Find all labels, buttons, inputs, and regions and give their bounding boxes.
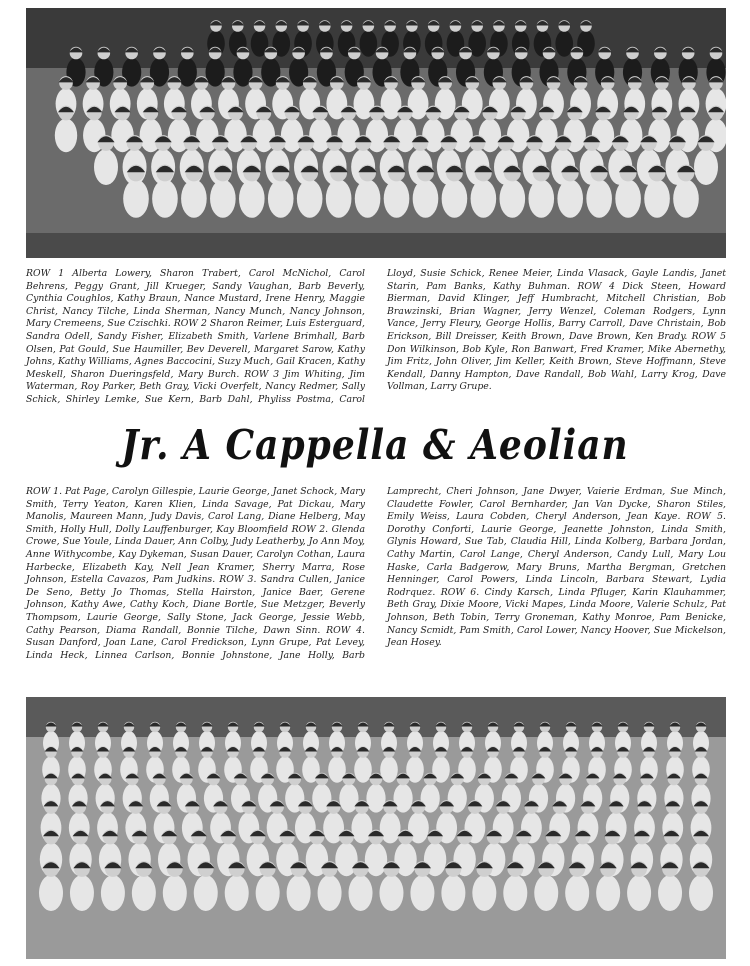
choir-group-photo-top: [26, 8, 726, 258]
caption-top-names: ROW 1 Alberta Lowery, Sharon Trabert, Carol McNichol, Carol Behrens, Peggy Grant, Jill Krueger, Sandy Vaughan, Barb Beverly, Cynthia Coughlos, Kathy Braun, Nance Mustard, Irene Henry, Maggie Christ, Nancy Tilche, Linda Sherman, Nancy Munch, Nancy Johnson, Mary Cremeens, Sue Czischki. ROW 2 Sharon Reimer, Luis Esterguard, Sandra Odell, Sandy Fisher, Elizabeth Smith, Varlene Brimhall, Barb Olsen, Pat Gould, Sue Haumiller, Bev Deverell, Margaret Sarow, Kathy Johns, Kathy Williams, Agnes Baccocini, Suzy Much, Gail Kracen, Kathy Meskell, Sharon Dueringsfeld, Mary Burch. ROW 3 Jim Whiting, Jim Waterman, Roy Parker, Beth Gray, Vicki Overfelt, Nancy Redmer, Sally Schick, Shirley Lemke, Sue Kern, Barb Dahl, Phyliss Postma, Carol Lloyd, Susie Schick, Renee Meier, Linda Vlasack, Gayle Landis, Janet Starin, Pam Banks, Kathy Buhman. ROW 4 Dick Steen, Howard Bierman, David Klinger, Jeff Humbracht, Mitchell Christian, Bob Brawzinski, Brian Wagner, Jerry Wenzel, Coleman Rodgers, Lynn Vance, Jerry Fleury, George Hollis, Barry Carroll, Dave Christain, Bob Erickson, Bill Dreisser, Keith Brown, Dave Brown, Ken Brady. ROW 5 Don Wilkinson, Bob Kyle, Ron Banwart, Fred Kramer, Mike Abernethy, Jim Fritz, John Oliver, Jim Keller, Keith Brown, Steve Hoffmann, Steve Kendall, Danny Hampton, Dave Randall, Bob Wahl, Larry Krog, Dave Vollman, Larry Grupe.: [26, 268, 726, 405]
choir-group-photo-bottom: [26, 697, 726, 959]
caption-bottom-names: ROW 1. Pat Page, Carolyn Gillespie, Laurie George, Janet Schock, Mary Smith, Terry Yeaton, Karen Klien, Linda Savage, Pat Dickau, Mary Manolis, Maureen Mann, Judy Davis, Carol Lang, Diane Helberg, May Smith, Holly Hull, Dolly Lauffenburger, Kay Bloomfield ROW 2. Glenda Crowe, Sue Youle, Linda Dauer, Ann Colby, Judy Leatherby, Jo Ann Moy, Anne Withycombe, Kay Dykeman, Susan Dauer, Carolyn Cothan, Laura Harbecke, Elizabeth Kay, Nell Jean Kramer, Sherry Marra, Rose Johnson, Estella Cavazos, Pam Judkins. ROW 3. Sandra Cullen, Janice De Seno, Betty Jo Thomas, Stella Hairston, Janice Baer, Gerene Johnson, Kathy Awe, Cathy Koch, Diane Bortle, Sue Metzger, Beverly Thompsom, Laurie George, Sally Stone, Jack George, Jessie Webb, Cathy Pearson, Diama Randall, Bonnie Tilche, Dawn Sinn. ROW 4. Susan Danford, Joan Lane, Carol Fredickson, Lynn Grupe, Pat Levey, Linda Heck, Linnea Carlson, Bonnie Johnstone, Jane Holly, Barb Lamprecht, Cheri Johnson, Jane Dwyer, Vaierie Erdman, Sue Minch, Claudette Fowler, Carol Bernharder, Jan Van Dycke, Sharon Stiles, Emily Weiss, Laura Cobden, Cheryl Anderson, Jean Kaye. ROW 5. Dorothy Conforti, Laurie George, Jeanette Johnston, Linda Smith, Glynis Howard, Sue Tab, Claudia Hill, Linda Kolberg, Barbara Jordan, Cathy Martin, Carol Lange, Cheryl Anderson, Candy Lull, Mary Lou Haske, Carla Badgerow, Mary Bruns, Martha Bergman, Gretchen Henninger, Carol Powers, Linda Lincoln, Barbara Stewart, Lydia Rodrquez. ROW 6. Cindy Karsch, Linda Pfluger, Karin Klauhammer, Beth Gray, Dixie Moore, Vicki Mapes, Linda Moore, Valerie Schulz, Pat Johnson, Beth Tobin, Terry Groneman, Kathy Monroe, Pam Benicke, Nancy Scmidt, Pam Smith, Carol Lower, Nancy Hoover, Sue Mickelson, Jean Hosey.: [26, 486, 726, 661]
page-title: Jr. A Cappella & Aeolian: [121, 420, 629, 470]
